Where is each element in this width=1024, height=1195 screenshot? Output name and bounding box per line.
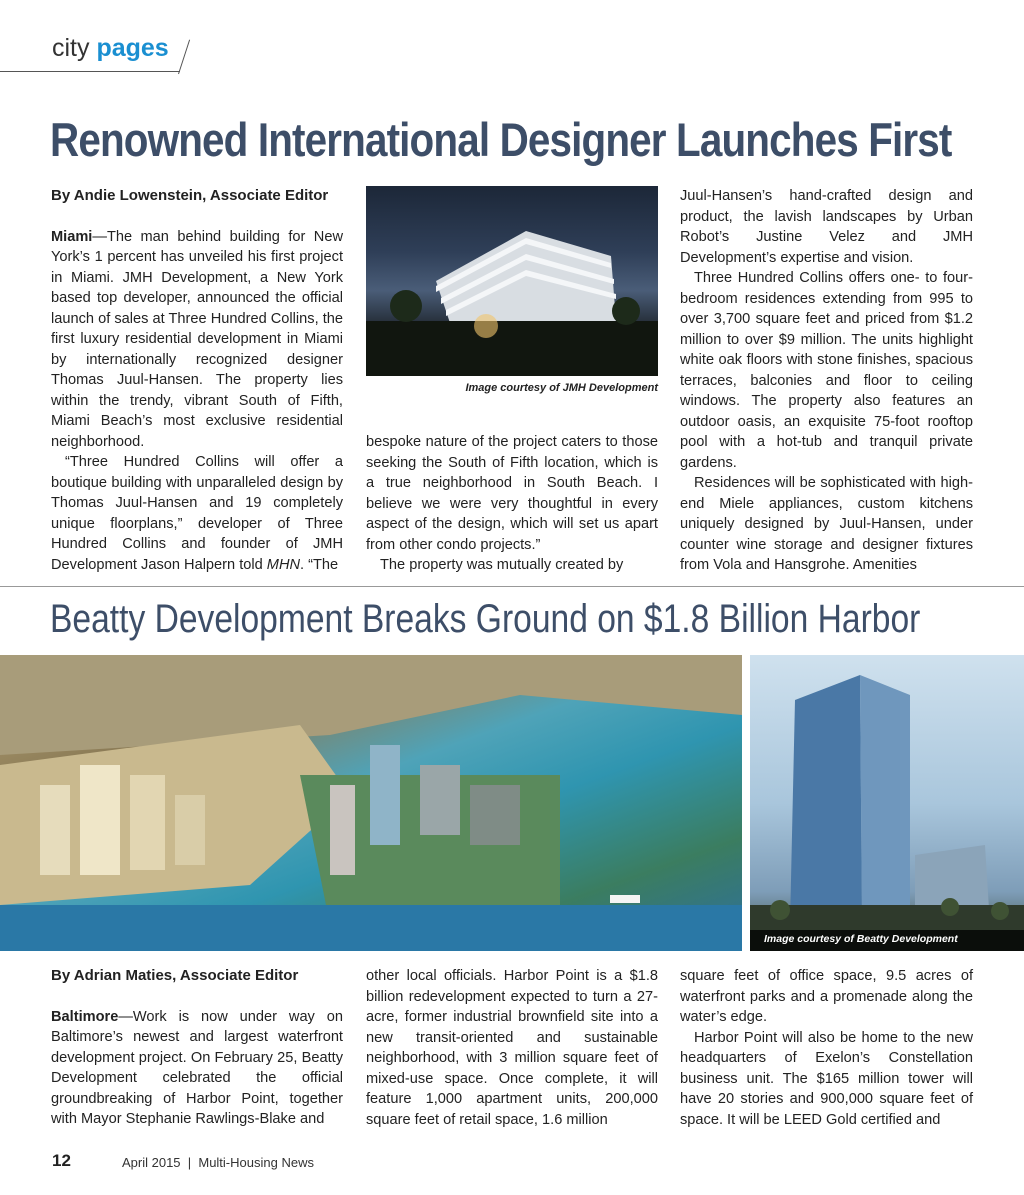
section-word-pages: pages (96, 34, 169, 62)
article1-col1-paragraph-1 (51, 227, 343, 453)
article1-dateline: Miami (51, 228, 93, 245)
article2-col1-text-1: —Work is now under way on Baltimore’s newest and largest waterfront development project. On February 25, Beatty Development celebrated the official groundbreaking of Harbor Point, together with Mayor Stephanie Rawlings-Blake and (51, 1008, 343, 1127)
article2-col2-paragraph-1: other local officials. Harbor Point is a $1.8 billion redevelopment expected to turn a 27-acre, former industrial brownfield site into a new transit-oriented and sustainable neighborhood, with 3 million square feet of mixed-use space. Once complete, it will feature 1,000 apartment units, 200,000 square feet of retail space, 1.6 million (366, 968, 658, 1128)
building-render-image (366, 186, 658, 376)
article2-col3-paragraph-2: Harbor Point will also be home to the new headquarters of Exelon’s Constellation business unit. The $165 million tower will have 20 stories and 900,000 square feet of space. It will be LEED Gold certified and (680, 1029, 973, 1128)
article2-dateline: Baltimore (51, 1008, 119, 1025)
article1-photo (366, 186, 658, 376)
footer-issue-text: April 2015 | Multi-Housing News (122, 1155, 314, 1170)
article1-publication: MHN (266, 556, 301, 573)
article1-quote: “Three Hundred Collins will offer a boutique building with unparalleled design by Thomas Juul-Hansen and 19 completely unique floorplans,” developer of Three Hundred Collins and founder of JMH Development Jason Halpern told (51, 454, 343, 573)
page-number: 12 (52, 1151, 71, 1170)
article1-col3-paragraph-3: Residences will be sophisticated with high-end Miele appliances, custom kitchens uniquely designed by Juul-Hansen, under counter wine storage and designer fixtures from Vola and Hansgrohe. Amenities (680, 475, 973, 573)
section-slash (178, 40, 190, 75)
article1-col1-text-1: —The man behind building for New York’s 1 percent has unveiled his first project in Miami. JMH Development, a New York based top developer, announced the official launch of sales at Three Hundred Collins, the first luxury residential development in Miami by internationally recognized designer Thomas Juul-Hansen. The property lies within the trendy, vibrant South of Fifth, Miami Beach’s most exclusive residential neighborhood. (51, 228, 343, 450)
article1-col2-paragraph-1: bespoke nature of the project caters to those seeking the South of Fifth location, which is a true neighborhood in South Beach. I believe we were very thoughtful in every aspect of the design, which will set us apart from other condo projects.” (366, 434, 658, 553)
harbor-render-image (0, 655, 742, 951)
article1-col3-paragraph-2: Three Hundred Collins offers one- to four-bedroom residences extending from 995 to over 3,700 square feet and priced from $1.2 million to over $9 million. The units highlight white oak floors with stone finishes, spacious terraces, balconies and floor to ceiling windows. The property also features an outdoor oasis, an exquisite 75-foot rooftop pool with a hot-tub and tranquil private gardens. (680, 270, 973, 471)
section-underline (0, 71, 180, 72)
article2-column-3 (680, 966, 973, 1130)
article2-byline: By Adrian Maties, Associate Editor (51, 967, 299, 984)
article1-headline: Renowned International Designer Launches First (50, 113, 952, 166)
article1-column-2 (366, 432, 658, 576)
article1-column-1 (51, 186, 343, 575)
section-tag (0, 26, 195, 72)
article2-column-2 (366, 966, 658, 1130)
article1-col1-paragraph-2 (51, 452, 343, 575)
article1-image-caption: Image courtesy of JMH Development (465, 382, 658, 394)
article2-column-1 (51, 966, 343, 1130)
article2-image-caption-bar (750, 930, 1024, 951)
article1-col2-paragraph-2: The property was mutually created by (380, 557, 624, 573)
section-word-city: city (52, 34, 90, 62)
article1-quote-end: . “The (300, 556, 339, 573)
article1-byline: By Andie Lowenstein, Associate Editor (51, 187, 329, 204)
tower-render-image (750, 655, 1024, 951)
article2-headline: Beatty Development Breaks Ground on $1.8 Billion Harbor (50, 597, 921, 641)
article1-col3-paragraph-1: Juul-Hansen’s hand-crafted design and product, the lavish landscapes by Urban Robot’s Justine Velez and JMH Development’s expertise and vision. (680, 188, 973, 266)
article2-col1-paragraph-1 (51, 1007, 343, 1130)
article2-col3-paragraph-1: square feet of office space, 9.5 acres of waterfront parks and a promenade along the water’s edge. (680, 968, 973, 1025)
article2-image-caption: Image courtesy of Beatty Development (764, 933, 958, 945)
article1-column-3 (680, 186, 973, 576)
article-divider (0, 586, 1024, 587)
article2-aerial-photo (0, 655, 742, 951)
section-title (52, 34, 169, 63)
article2-tower-photo (750, 655, 1024, 951)
